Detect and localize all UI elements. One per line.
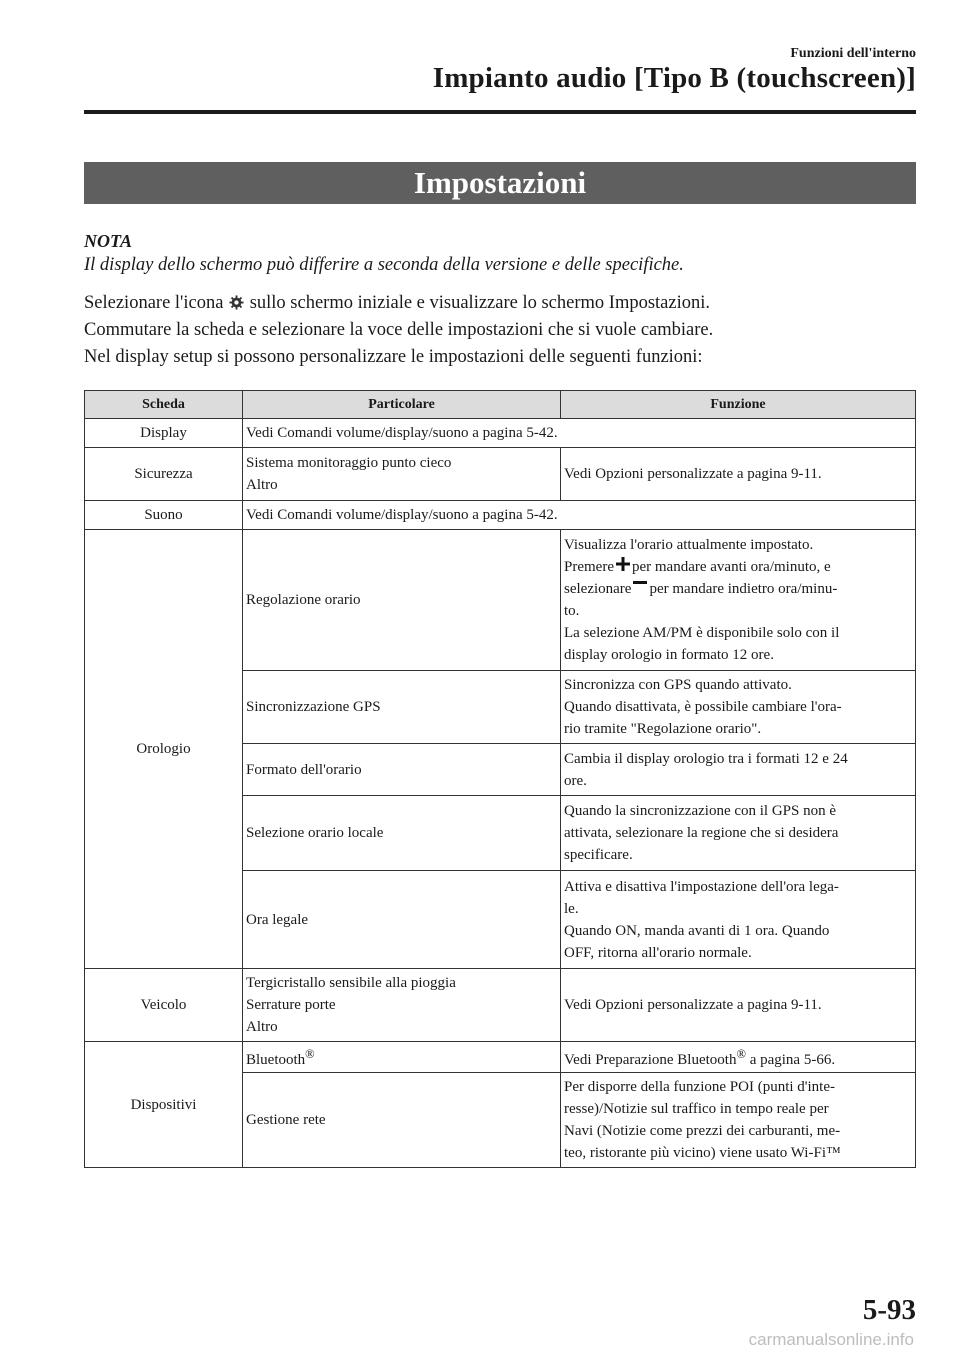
bluetooth-label: Bluetooth bbox=[246, 1052, 306, 1068]
legale-line-4: OFF, ritorna all'orario normale. bbox=[564, 944, 752, 961]
veicolo-particolare bbox=[243, 969, 561, 1042]
rete-line-4: teo, ristorante più vicino) viene usato Wi-Fi™ bbox=[564, 1145, 841, 1161]
regolazione-line-3b: per mandare indietro ora/minu- bbox=[649, 581, 838, 597]
regolazione-funzione bbox=[561, 530, 916, 671]
regolazione-line-1: Visualizza l'orario attualmente impostato. bbox=[564, 537, 814, 553]
veicolo-item-altro: Altro bbox=[246, 1019, 278, 1035]
chapter-label: Funzioni dell'interno bbox=[790, 46, 916, 61]
suono-description: Vedi Comandi volume/display/suono a pagina 5-42. bbox=[243, 501, 916, 530]
header-rule bbox=[84, 110, 916, 114]
intro-text-after-icon: sullo schermo iniziale e visualizzare lo schermo Impostazioni. bbox=[249, 293, 710, 313]
table-row-display bbox=[85, 419, 916, 448]
rete-line-2: resse)/Notizie sul traffico in tempo reale per bbox=[564, 1101, 829, 1117]
formato-line-2: ore. bbox=[564, 772, 587, 789]
tab-cell-orologio: Orologio bbox=[85, 530, 243, 969]
rete-particolare: Gestione rete bbox=[243, 1073, 561, 1168]
formato-particolare: Formato dell'orario bbox=[243, 744, 561, 796]
formato-funzione bbox=[561, 744, 916, 796]
gps-particolare: Sincronizzazione GPS bbox=[243, 671, 561, 744]
legale-particolare: Ora legale bbox=[243, 871, 561, 969]
note-label: NOTA bbox=[84, 231, 133, 251]
gps-line-3: rio tramite "Regolazione orario". bbox=[564, 721, 762, 737]
regolazione-line-2 bbox=[564, 556, 912, 578]
locale-line-1: Quando la sincronizzazione con il GPS non è bbox=[564, 803, 837, 819]
regolazione-line-2b: per mandare avanti ora/minuto, e bbox=[631, 559, 831, 575]
plus-icon bbox=[616, 556, 630, 578]
column-header-scheda: Scheda bbox=[85, 391, 243, 419]
registered-mark-2: ® bbox=[736, 1047, 746, 1061]
note-text: Il display dello schermo può differire a seconda della versione e delle specifiche. bbox=[84, 255, 684, 275]
tab-cell-suono: Suono bbox=[85, 501, 243, 530]
locale-line-3: specificare. bbox=[564, 847, 633, 863]
section-title: Impostazioni bbox=[84, 162, 916, 204]
rete-funzione bbox=[561, 1073, 916, 1168]
regolazione-line-3 bbox=[564, 578, 912, 600]
bluetooth-funzione bbox=[561, 1042, 916, 1073]
rete-line-1: Per disporre della funzione POI (punti d'inte- bbox=[564, 1079, 835, 1095]
gps-line-2: Quando disattivata, è possibile cambiare l'ora- bbox=[564, 699, 842, 715]
table-row-veicolo bbox=[85, 969, 916, 1042]
table-row-regolazione-orario bbox=[85, 530, 916, 671]
registered-mark: ® bbox=[305, 1047, 315, 1061]
sicurezza-item-altro: Altro bbox=[246, 477, 278, 493]
page-number: 5-93 bbox=[862, 1294, 916, 1326]
minus-icon bbox=[633, 578, 647, 600]
regolazione-line-2a: Premere bbox=[564, 559, 614, 575]
regolazione-line-5: La selezione AM/PM è disponibile solo con il bbox=[564, 625, 840, 641]
settings-table bbox=[84, 390, 916, 1168]
intro-line-1 bbox=[84, 293, 710, 314]
tab-cell-display: Display bbox=[85, 419, 243, 448]
locale-line-2: attivata, selezionare la regione che si desidera bbox=[564, 825, 839, 841]
bluetooth-fun-text-b: a pagina 5-66. bbox=[749, 1052, 836, 1068]
legale-line-1: Attiva e disattiva l'impostazione dell'ora lega- bbox=[564, 878, 839, 895]
sicurezza-funzione: Vedi Opzioni personalizzate a pagina 9-11. bbox=[561, 448, 916, 501]
veicolo-item-tergicristallo: Tergicristallo sensibile alla pioggia bbox=[246, 975, 456, 991]
table-row-sicurezza bbox=[85, 448, 916, 501]
formato-line-1: Cambia il display orologio tra i formati 12 e 24 bbox=[564, 750, 848, 767]
bluetooth-particolare bbox=[243, 1042, 561, 1073]
table-header-row bbox=[85, 391, 916, 419]
locale-funzione bbox=[561, 796, 916, 871]
bluetooth-fun-text-a: Vedi Preparazione Bluetooth bbox=[564, 1052, 737, 1068]
tab-cell-dispositivi: Dispositivi bbox=[85, 1042, 243, 1168]
intro-line-3: Nel display setup si possono personalizzare le impostazioni delle seguenti funzioni: bbox=[84, 347, 703, 367]
watermark: carmanualsonline.info bbox=[748, 1330, 914, 1349]
legale-line-3: Quando ON, manda avanti di 1 ora. Quando bbox=[564, 922, 830, 939]
locale-particolare: Selezione orario locale bbox=[243, 796, 561, 871]
display-description: Vedi Comandi volume/display/suono a pagina 5-42. bbox=[243, 419, 916, 448]
legale-line-2: le. bbox=[564, 900, 579, 917]
rete-line-3: Navi (Notizie come prezzi dei carburanti, me- bbox=[564, 1123, 841, 1139]
column-header-funzione: Funzione bbox=[561, 391, 916, 419]
regolazione-line-4: to. bbox=[564, 603, 580, 619]
tab-cell-veicolo: Veicolo bbox=[85, 969, 243, 1042]
page-header-title: Impianto audio [Tipo B (touchscreen)] bbox=[432, 62, 916, 94]
gps-line-1: Sincronizza con GPS quando attivato. bbox=[564, 677, 792, 693]
tab-cell-sicurezza: Sicurezza bbox=[85, 448, 243, 501]
settings-gear-icon bbox=[229, 295, 244, 310]
veicolo-item-serrature: Serrature porte bbox=[246, 997, 336, 1013]
regolazione-line-3a: selezionare bbox=[564, 581, 632, 597]
sicurezza-particolare bbox=[243, 448, 561, 501]
table-row-bluetooth bbox=[85, 1042, 916, 1073]
regolazione-line-6: display orologio in formato 12 ore. bbox=[564, 647, 774, 663]
column-header-particolare: Particolare bbox=[243, 391, 561, 419]
intro-text-before-icon: Selezionare l'icona bbox=[84, 293, 224, 313]
veicolo-funzione: Vedi Opzioni personalizzate a pagina 9-11. bbox=[561, 969, 916, 1042]
intro-line-2: Commutare la scheda e selezionare la voce delle impostazioni che si vuole cambiare. bbox=[84, 320, 714, 340]
sicurezza-item-blind-spot: Sistema monitoraggio punto cieco bbox=[246, 455, 452, 471]
gps-funzione bbox=[561, 671, 916, 744]
regolazione-particolare: Regolazione orario bbox=[243, 530, 561, 671]
legale-funzione bbox=[561, 871, 916, 969]
table-row-suono bbox=[85, 501, 916, 530]
